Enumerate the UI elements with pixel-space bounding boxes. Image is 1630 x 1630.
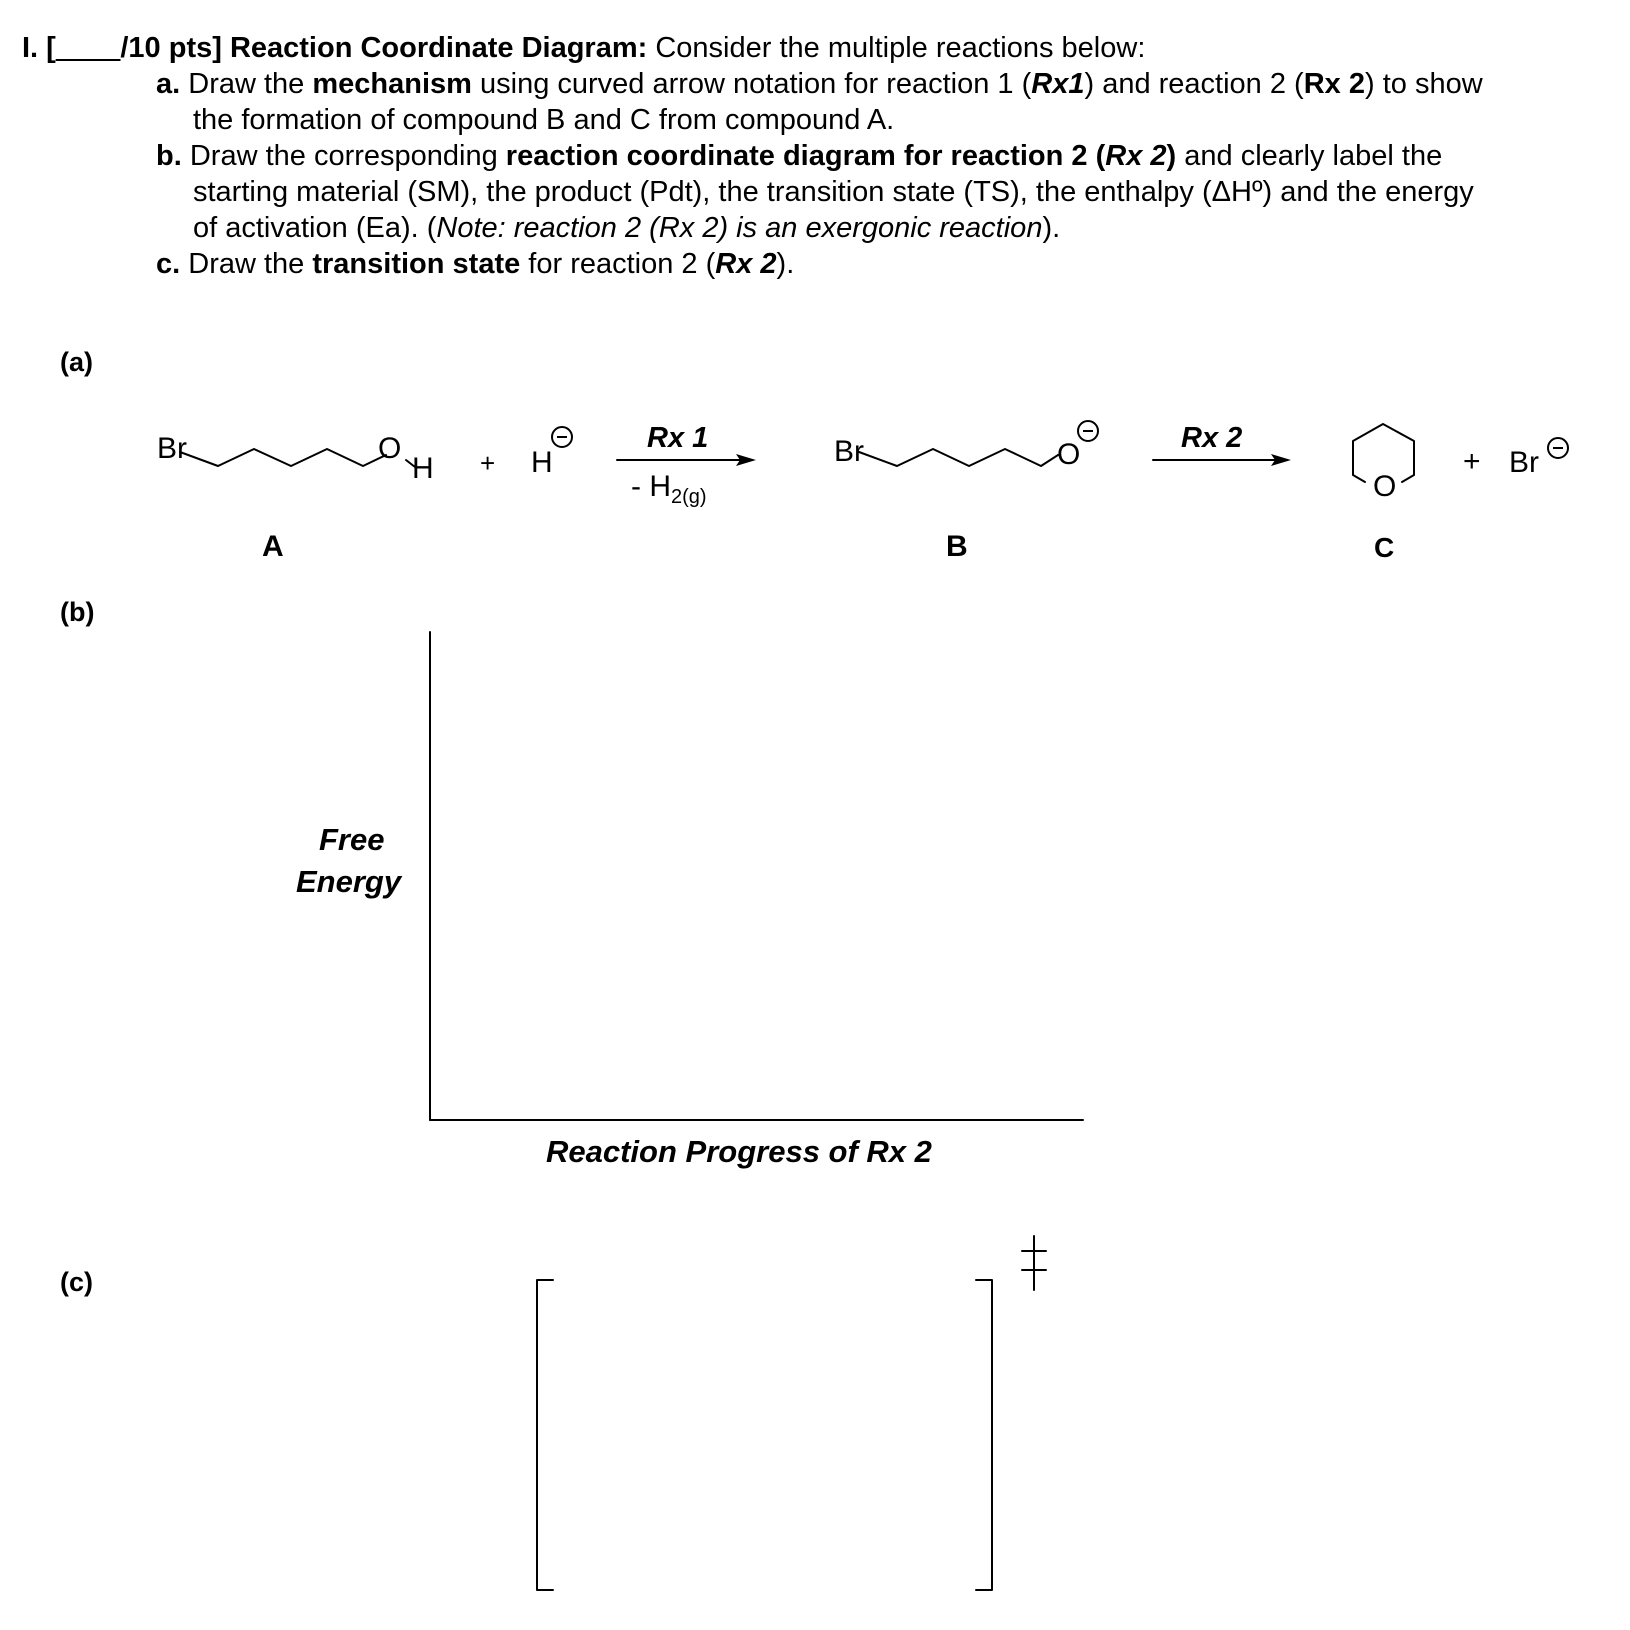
compound-b-label: B <box>946 530 968 563</box>
compound-b-bromine: Br <box>834 435 864 468</box>
section-label-a: (a) <box>60 347 93 377</box>
compound-a-chain <box>180 449 386 466</box>
section-label-b: (b) <box>60 597 95 627</box>
part-c-line-1: c. Draw the transition state for reaction 2 (Rx 2). <box>156 248 795 280</box>
compound-b-oxygen: O <box>1057 438 1081 471</box>
compound-b-chain <box>859 449 1058 466</box>
part-b-line-3: of activation (Ea). (Note: reaction 2 (Rx 2) is an exergonic reaction). <box>193 212 1061 244</box>
plus-sign-1: + <box>480 448 496 478</box>
x-axis-label: Reaction Progress of Rx 2 <box>546 1134 932 1169</box>
ts-bracket-right <box>976 1280 992 1590</box>
y-axis-label-line-1: Free <box>319 822 385 857</box>
part-a-line-1: a. Draw the mechanism using curved arrow notation for reaction 1 (Rx1) and reaction 2 (Rx 2) to show <box>156 68 1483 100</box>
compound-a-hydrogen: H <box>412 452 434 485</box>
compound-a-oxygen: O <box>378 432 402 465</box>
compound-a-bromine: Br <box>157 432 187 465</box>
rx1-label: Rx 1 <box>647 422 709 454</box>
compound-c-oxygen: O <box>1373 470 1397 503</box>
question-points: /10 pts] Reaction Coordinate Diagram: <box>120 32 648 64</box>
question-intro: Consider the multiple reactions below: <box>647 32 1146 64</box>
section-label-c: (c) <box>60 1267 93 1297</box>
hydride: H <box>531 446 553 479</box>
compound-c-label: C <box>1374 532 1395 563</box>
bromide-ion: Br <box>1509 446 1539 479</box>
y-axis-label-line-2: Energy <box>296 864 402 899</box>
plus-sign-2: + <box>1463 445 1481 478</box>
rx1-byproduct: - $H_{2(g)}$ <box>631 470 707 508</box>
part-b-line-1: b. Draw the corresponding reaction coordinate diagram for reaction 2 (Rx 2) and clearly label the <box>156 140 1443 172</box>
compound-a-label: A <box>262 530 284 563</box>
score-blank: ____ <box>55 32 121 64</box>
ts-bracket-left <box>537 1280 553 1590</box>
part-a-line-2: the formation of compound B and C from compound A. <box>193 104 895 136</box>
part-b-line-2: starting material (SM), the product (Pdt), the transition state (TS), the enthalpy (ΔHº) and the energy <box>193 176 1474 208</box>
question-number: I. [ <box>22 32 56 64</box>
rx2-label: Rx 2 <box>1181 422 1243 454</box>
